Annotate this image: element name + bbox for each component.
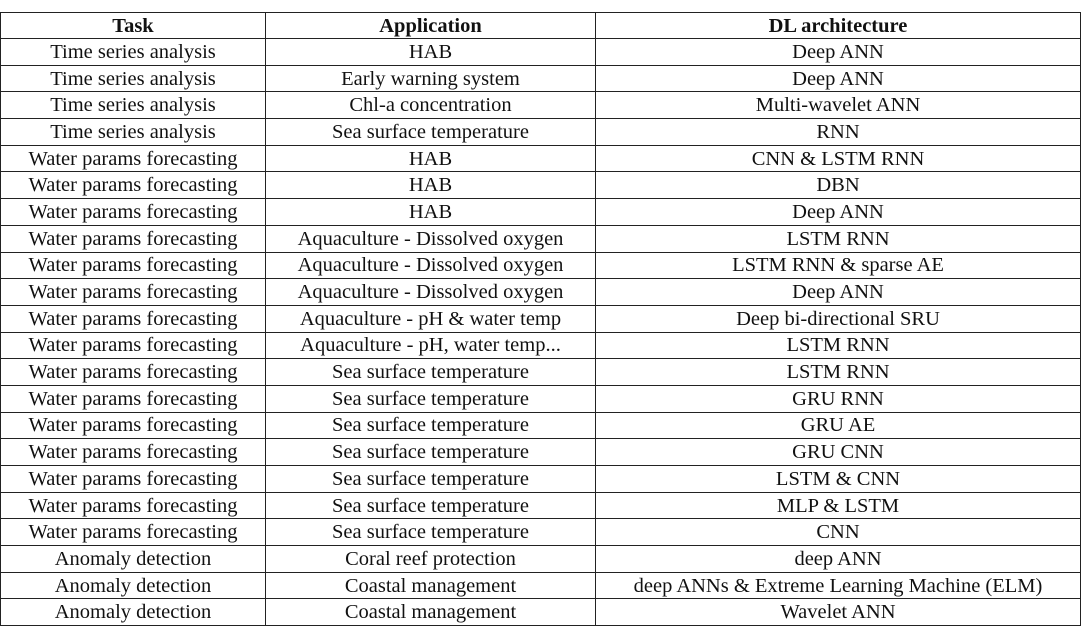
table-row	[1, 65, 1081, 92]
cell-architecture: deep ANNs & Extreme Learning Machine (ELM)	[596, 572, 1081, 599]
cell-task: Water params forecasting	[1, 492, 266, 519]
table-row	[1, 519, 1081, 546]
cell-architecture: Deep ANN	[596, 39, 1081, 66]
cell-application: Sea surface temperature	[266, 466, 596, 493]
cell-architecture: CNN & LSTM RNN	[596, 145, 1081, 172]
cell-application: Sea surface temperature	[266, 519, 596, 546]
cell-application: Aquaculture - Dissolved oxygen	[266, 252, 596, 279]
cell-task: Water params forecasting	[1, 439, 266, 466]
cell-application: Aquaculture - Dissolved oxygen	[266, 279, 596, 306]
cell-application: Coastal management	[266, 572, 596, 599]
cell-application: Chl-a concentration	[266, 92, 596, 119]
cell-architecture: Multi-wavelet ANN	[596, 92, 1081, 119]
header-task: Task	[1, 13, 266, 39]
table-row	[1, 572, 1081, 599]
dl-applications-table	[0, 12, 1081, 626]
cell-application: Aquaculture - Dissolved oxygen	[266, 225, 596, 252]
cell-application: Coral reef protection	[266, 546, 596, 573]
cell-architecture: LSTM RNN & sparse AE	[596, 252, 1081, 279]
header-architecture: DL architecture	[596, 13, 1081, 39]
table-row	[1, 225, 1081, 252]
table-row	[1, 305, 1081, 332]
table-row	[1, 92, 1081, 119]
cell-architecture: Wavelet ANN	[596, 599, 1081, 626]
cell-task: Water params forecasting	[1, 412, 266, 439]
table-row	[1, 39, 1081, 66]
cell-architecture: Deep ANN	[596, 279, 1081, 306]
cell-architecture: LSTM & CNN	[596, 466, 1081, 493]
cell-application: Sea surface temperature	[266, 412, 596, 439]
cell-task: Time series analysis	[1, 39, 266, 66]
table-row	[1, 199, 1081, 226]
header-row	[1, 13, 1081, 39]
cell-application: Early warning system	[266, 65, 596, 92]
cell-task: Water params forecasting	[1, 385, 266, 412]
table-header	[1, 13, 1081, 39]
cell-application: HAB	[266, 172, 596, 199]
cell-application: Sea surface temperature	[266, 119, 596, 146]
cell-architecture: LSTM RNN	[596, 225, 1081, 252]
cell-task: Water params forecasting	[1, 199, 266, 226]
cell-application: HAB	[266, 145, 596, 172]
cell-task: Time series analysis	[1, 92, 266, 119]
header-application: Application	[266, 13, 596, 39]
cell-task: Water params forecasting	[1, 145, 266, 172]
cell-task: Time series analysis	[1, 65, 266, 92]
table-row	[1, 466, 1081, 493]
cell-task: Anomaly detection	[1, 546, 266, 573]
cell-architecture: Deep ANN	[596, 199, 1081, 226]
cell-application: Aquaculture - pH, water temp...	[266, 332, 596, 359]
cell-architecture: deep ANN	[596, 546, 1081, 573]
cell-task: Water params forecasting	[1, 466, 266, 493]
cell-application: Sea surface temperature	[266, 385, 596, 412]
table-row	[1, 492, 1081, 519]
cell-task: Water params forecasting	[1, 225, 266, 252]
table-row	[1, 145, 1081, 172]
table-row	[1, 172, 1081, 199]
table-row	[1, 252, 1081, 279]
cell-task: Water params forecasting	[1, 252, 266, 279]
cell-architecture: LSTM RNN	[596, 359, 1081, 386]
table-row	[1, 546, 1081, 573]
cell-architecture: LSTM RNN	[596, 332, 1081, 359]
cell-application: Sea surface temperature	[266, 439, 596, 466]
cell-task: Water params forecasting	[1, 172, 266, 199]
table-body	[1, 39, 1081, 626]
cell-application: HAB	[266, 199, 596, 226]
cell-application: Coastal management	[266, 599, 596, 626]
table-row	[1, 119, 1081, 146]
cell-application: Sea surface temperature	[266, 359, 596, 386]
table-row	[1, 332, 1081, 359]
cell-architecture: RNN	[596, 119, 1081, 146]
cell-architecture: DBN	[596, 172, 1081, 199]
cell-architecture: GRU CNN	[596, 439, 1081, 466]
cell-architecture: GRU AE	[596, 412, 1081, 439]
cell-task: Time series analysis	[1, 119, 266, 146]
cell-application: Sea surface temperature	[266, 492, 596, 519]
table-row	[1, 385, 1081, 412]
cell-architecture: CNN	[596, 519, 1081, 546]
cell-task: Anomaly detection	[1, 599, 266, 626]
table-row	[1, 279, 1081, 306]
cell-task: Water params forecasting	[1, 519, 266, 546]
cell-task: Water params forecasting	[1, 279, 266, 306]
table-row	[1, 439, 1081, 466]
cell-application: HAB	[266, 39, 596, 66]
table-row	[1, 359, 1081, 386]
cell-architecture: Deep bi-directional SRU	[596, 305, 1081, 332]
cell-application: Aquaculture - pH & water temp	[266, 305, 596, 332]
cell-task: Water params forecasting	[1, 305, 266, 332]
table-row	[1, 599, 1081, 626]
cell-task: Water params forecasting	[1, 332, 266, 359]
table-row	[1, 412, 1081, 439]
cell-architecture: GRU RNN	[596, 385, 1081, 412]
cell-task: Water params forecasting	[1, 359, 266, 386]
cell-task: Anomaly detection	[1, 572, 266, 599]
dl-applications-table-container	[0, 12, 1080, 626]
cell-architecture: Deep ANN	[596, 65, 1081, 92]
cell-architecture: MLP & LSTM	[596, 492, 1081, 519]
